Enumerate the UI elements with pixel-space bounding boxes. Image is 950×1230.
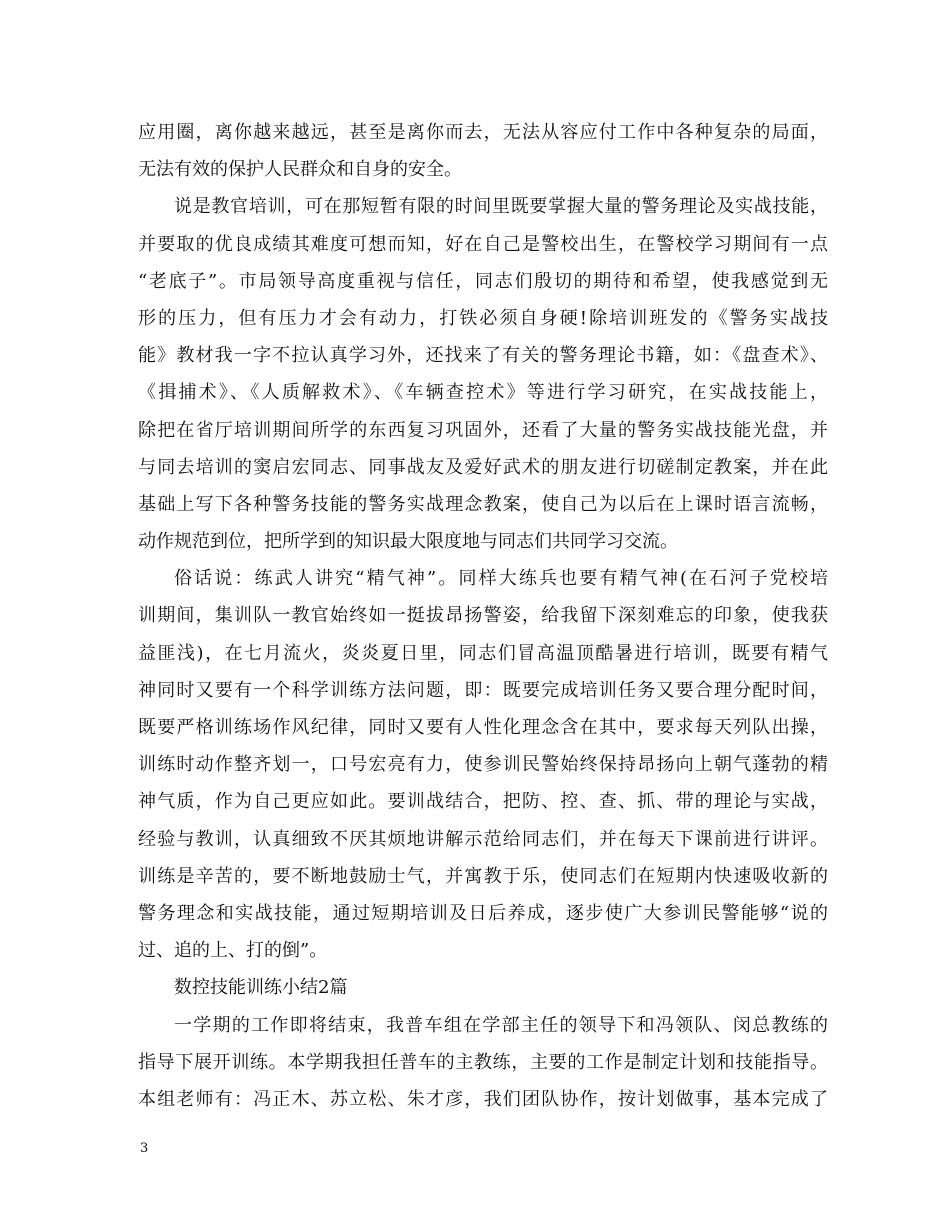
- text-line: 基础上写下各种警务技能的警务实战理念教案，使自己为以后在上课时语言流畅，: [138, 493, 828, 515]
- paragraph-start-line: 说是教官培训，可在那短暂有限的时间里既要掌握大量的警务理论及实战技能，: [174, 196, 828, 218]
- text-line: 并要取的优良成绩其难度可想而知，好在自己是警校出生，在警校学习期间有一点: [138, 233, 828, 255]
- text-line: “老底子”。市局领导高度重视与信任，同志们殷切的期待和希望，使我感觉到无: [138, 270, 828, 292]
- text-line: 神同时又要有一个科学训练方法问题，即：既要完成培训任务又要合理分配时间，: [138, 679, 828, 701]
- text-line: 训练是辛苦的，要不断地鼓励士气，并寓教于乐，使同志们在短期内快速吸收新的: [138, 865, 828, 887]
- text-line: 《揖捕术》、《人质解救术》、《车辆查控术》等进行学习研究，在实战技能上，: [138, 382, 828, 404]
- text-line: 能》教材我一字不拉认真学习外，还找来了有关的警务理论书籍，如：《盘查术》、: [138, 345, 828, 367]
- text-line: 训期间，集训队一教官始终如一挺拔昂扬警姿，给我留下深刻难忘的印象，使我获: [138, 605, 828, 627]
- text-line: 动作规范到位，把所学到的知识最大限度地与同志们共同学习交流。: [138, 531, 678, 553]
- text-line: 经验与教训，认真细致不厌其烦地讲解示范给同志们，并在每天下课前进行讲评。: [138, 828, 828, 850]
- text-line: 警务理念和实战技能，通过短期培训及日后养成，逐步使广大参训民警能够“说的: [138, 902, 828, 924]
- text-line: 神气质，作为自己更应如此。要训战结合，把防、控、查、抓、带的理论与实战，: [138, 791, 828, 813]
- section-heading: 数控技能训练小结2篇: [174, 977, 348, 999]
- text-line: 与同去培训的窦启宏同志、同事战友及爱好武术的朋友进行切磋制定教案，并在此: [138, 456, 828, 478]
- text-line: 益匪浅)，在七月流火，炎炎夏日里，同志们冒高温顶酷暑进行培训，既要有精气: [138, 642, 828, 664]
- text-line: 过、追的上、打的倒”。: [138, 940, 328, 962]
- text-line: 本组老师有：冯正木、苏立松、朱才彦，我们团队协作，按计划做事，基本完成了: [138, 1088, 828, 1110]
- text-line: 形的压力，但有压力才会有动力，打铁必须自身硬!除培训班发的《警务实战技: [138, 307, 828, 329]
- text-line: 应用圈，离你越来越远，甚至是离你而去，无法从容应付工作中各种复杂的局面，: [138, 122, 828, 143]
- paragraph-start-line: 一学期的工作即将结束，我普车组在学部主任的领导下和冯领队、闵总教练的: [174, 1014, 828, 1036]
- text-line: 指导下展开训练。本学期我担任普车的主教练，主要的工作是制定计划和技能指导。: [138, 1051, 828, 1073]
- text-line: 既要严格训练场作风纪律，同时又要有人性化理念含在其中，要求每天列队出操，: [138, 717, 828, 738]
- text-line: 无法有效的保护人民群众和自身的安全。: [138, 159, 462, 181]
- document-body: [138, 114, 828, 1118]
- text-line: 除把在省厅培训期间所学的东西复习巩固外，还看了大量的警务实战技能光盘，并: [138, 419, 828, 441]
- paragraph-start-line: 俗话说：练武人讲究“精气神”。同样大练兵也要有精气神(在石河子党校培: [174, 568, 828, 590]
- page-number: 3: [140, 1141, 149, 1156]
- text-line: 训练时动作整齐划一，口号宏亮有力，使参训民警始终保持昂扬向上朝气蓬勃的精: [138, 754, 828, 776]
